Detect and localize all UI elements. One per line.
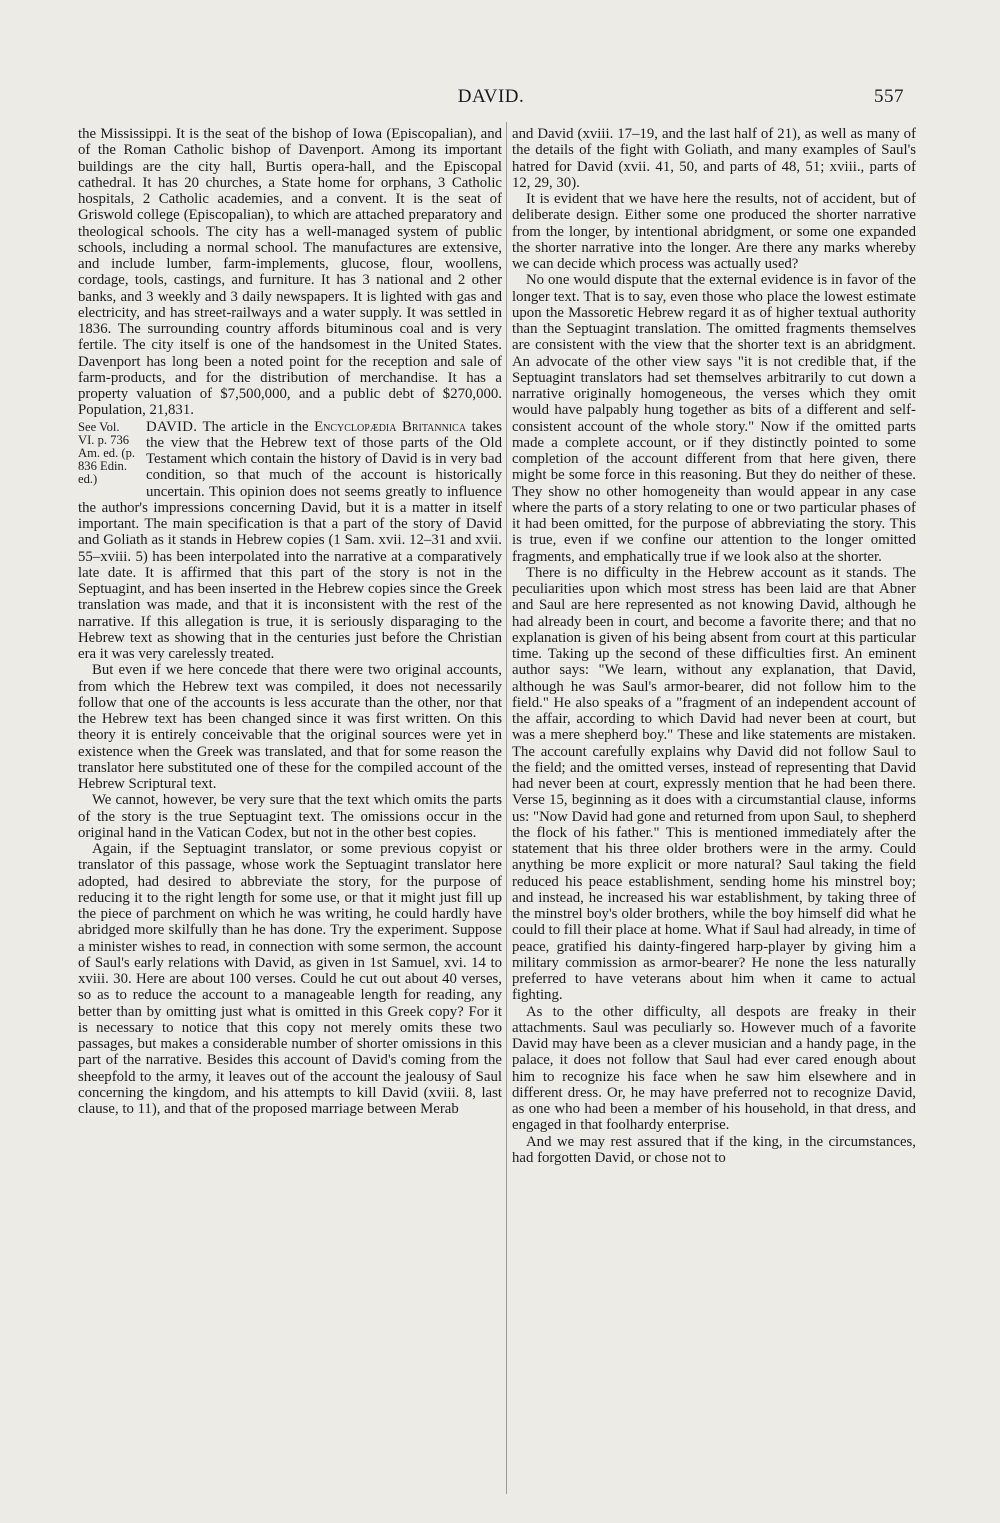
paragraph: the Mississippi. It is the seat of the bishop of Iowa (Episcopalian), and of the Roman Catholic bishop of Davenport. Among its important buildings are the city hall, Burtis opera-hall, and the Episcopal cathedral. It has 20 churches, a State home for orphans, 3 Catholic hospitals, 2 Catholic academies, and a convent. It is the seat of Griswold college (Episcopalian), to which are attached preparatory and theological schools. The city has a well-managed system of public schools, including a normal school. The manufactures are extensive, and include lumber, farm-implements, glucose, flour, woollens, cordage, tools, castings, and furniture. It has 3 national and 2 other banks, and 3 weekly and 3 daily newspapers. It is lighted with gas and electricity, and has street-railways and a water supply. It was settled in 1836. The surrounding country affords bituminous coal and is very fertile. The city itself is one of the handsomest in the United States. Davenport has long been a noted point for the reception and sale of farm-products, and for the distribution of merchandise. It has a property valuation of $7,500,000, and a public debt of $270,000. Population, 21,831.	[78, 126, 502, 419]
entry-text: takes the view that the Hebrew text of those parts of the Old Testament which contain the history of David is in very bad condition, so that much of the account is historically uncertain. This opinion does not seems greatly to influence the author's impressions concerning David, but it is a matter in itself important. The main specification is that a part of the story of David and Goliath as it stands in Hebrew copies (1 Sam. xvii. 12–31 and xvii. 55–xviii. 5) has been interpolated into the narrative at a comparatively late date. It is affirmed that this part of the story is not in the Septuagint, and has been inserted in the Hebrew copies since the Greek translation was made, and that it is inconsistent with the rest of the narrative. If this allegation is true, it is seriously disparaging to the Hebrew text as showing that in the centuries just before the Christian era it was very carelessly treated.	[78, 418, 502, 662]
encyclopaedia-title: Encyclopædia Britannica	[314, 418, 467, 435]
column-divider	[506, 122, 507, 1494]
paragraph: And we may rest assured that if the king, in the circumstances, had forgotten David, or chose not to	[512, 1133, 916, 1166]
paragraph: There is no difficulty in the Hebrew account as it stands. The peculiarities upon which most stress has been laid are that Abner and Saul are here represented as not knowing David, although he had already been in court, and become a favorite there; and that no explanation is given of his being absent from court at this particular time. Taking up the second of these difficulties first. An eminent author says: "We learn, without any explanation, that David, although he was Saul's armor-bearer, did not follow him to the field." He also speaks of a "fragment of an independent account of the affair, according to which David had never been at court, but was a mere shepherd boy." These and like statements are mistaken. The account carefully explains why David did not follow Saul to the field; and the omitted verses, instead of representing that David had never been at court, expressly mention that he had been there. Verse 15, beginning as it does with a circumstantial clause, informs us: "Now David had gone and returned from upon Saul, to shepherd the flock of his father." This is mentioned immediately after the statement that his three older brothers were in the army. Could anything be more explicit or more natural? Saul taking the field reduced his peace establishment, sending home his minstrel boy; and instead, he increased his war establishment, by taking three of the minstrel boy's older brothers, while the boy himself did what he could to fill their place at home. What if Saul had already, in time of peace, gratified his dainty-fingered harp-player by giving him a military commission as armor-bearer? He none the less naturally preferred to have veterans about him when it came to actual fighting.	[512, 564, 916, 1004]
right-column	[512, 126, 916, 1496]
left-column	[78, 126, 502, 1496]
paragraph: It is evident that we have here the results, not of accident, but of deliberate design. Either some one produced the shorter narrative from the longer, by intentional abridgment, or some one expanded the shorter narrative into the longer. Are there any marks whereby we can decide which process was actually used?	[512, 191, 916, 272]
entry-heading: DAVID.	[146, 418, 198, 435]
paragraph: No one would dispute that the external evidence is in favor of the longer text. That is to say, even those who place the lowest estimate upon the Massoretic Hebrew regard it as of higher textual authority than the Septuagint translation. The omitted fragments themselves are consistent with the view that the shorter text is an abridgment. An advocate of the other view says "it is not credible that, if the Septuagint translators had set themselves arbitrarily to cut down a narrative originally homogeneous, the verses which they omit would have palpably hung together as bits of a different and self-consistent account of the whole story." Now if the omitted parts made a complete account, or if they distinctly pointed to some completion of the account different from that here given, there might be some force in this reasoning. But they do neither of these. They show no other homogeneity than would appear in any case where the parts of a story relating to one or two particular phases of it had been omitted, for the purpose of abbreviating the story. This is true, even if we confine our attention to the longer omitted fragments, and emphatically true if we look also at the shorter.	[512, 272, 916, 565]
margin-note: See Vol. VI. p. 736 Am. ed. (p. 836 Edin. ed.)	[78, 419, 136, 487]
paragraph: We cannot, however, be very sure that the text which omits the parts of the story is the true Septuagint text. The omissions occur in the original hand in the Vatican Codex, but not in the other best copies.	[78, 792, 502, 841]
paragraph: and David (xviii. 17–19, and the last half of 21), as well as many of the details of the fight with Goliath, and many examples of Saul's hatred for David (xvii. 41, 50, and parts of 48, 51; xviii., parts of 12, 29, 30).	[512, 126, 916, 191]
paragraph: As to the other difficulty, all despots are freaky in their attachments. Saul was peculiarly so. However much of a favorite David may have been as a clever musician and a handy page, in the palace, it does not follow that Saul had ever cared enough about him to recognize his face when he saw him elsewhere and in different dress. Or, he may have preferred not to recognize David, as one who had been a member of his household, in that dress, and engaged in that foolhardy enterprise.	[512, 1003, 916, 1134]
paragraph: Again, if the Septuagint translator, or some previous copyist or translator of this passage, whose work the Septuagint translator here adopted, had desired to abbreviate the story, for the purpose of reducing it to the right length for some use, or that it might just fill up the piece of parchment on which he was writing, he could hardly have abridged more skilfully than he has done. Try the experiment. Suppose a minister wishes to read, in connection with some sermon, the account of Saul's early relations with David, as given in 1st Samuel, xvi. 14 to xviii. 30. Here are about 100 verses. Could he cut out about 40 verses, so as to reduce the account to a manageable length for reading, any better than by omitting just what is omitted in this Greek copy? For it is necessary to notice that this copy not merely omits these two passages, but makes a considerable number of shorter omissions in this part of the narrative. Besides this account of David's coming from the sheepfold to the army, it leaves out of the account the jealousy of Saul concerning the kingdom, and his attempts to kill David (xviii. 8, last clause, to 11), and that of the proposed marriage between Merab	[78, 841, 502, 1117]
running-header	[78, 86, 904, 116]
entry-text-start: The article in the	[202, 418, 315, 435]
page-number: 557	[874, 86, 904, 107]
entry-paragraph	[78, 419, 502, 663]
paragraph: But even if we here concede that there were two original accounts, from which the Hebrew text was compiled, it does not necessarily follow that one of the accounts is less accurate than the other, nor that the Hebrew text has been changed since it was first written. On this theory it is entirely conceivable that the original sources were yet in existence when the Greek was translated, and that for some reason the translator here substituted one of these for the compiled account of the Hebrew Scriptural text.	[78, 662, 502, 792]
page-title: DAVID.	[457, 86, 525, 107]
